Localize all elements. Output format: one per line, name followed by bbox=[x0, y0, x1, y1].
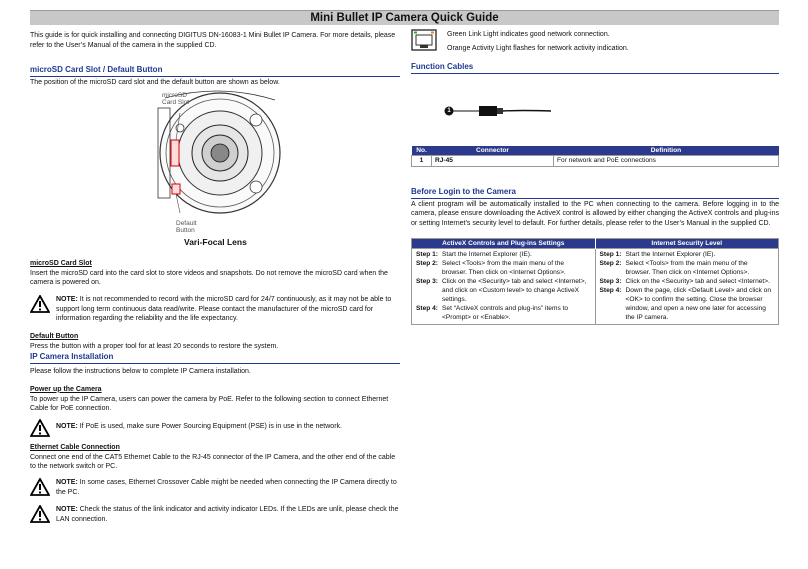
cable-callout-number: 1 bbox=[447, 108, 451, 115]
installation-heading: IP Camera Installation bbox=[30, 351, 400, 364]
power-heading: Power up the Camera bbox=[30, 385, 102, 393]
intro-text: This guide is for quick installing and connecting DIGITUS DN-16083-1 Mini Bullet IP Camera. For more details, please refer to the User’s Manual of the camera in the supplied CD. bbox=[30, 32, 396, 49]
table-row bbox=[412, 156, 779, 166]
warning-icon bbox=[30, 505, 50, 523]
camera-figure bbox=[30, 88, 400, 246]
note-label: NOTE: bbox=[56, 422, 78, 430]
list-item: Step 3: Click on the <Security> tab and select <Internet>, and click on <Custom level> to change ActiveX settings. bbox=[416, 277, 587, 304]
function-cables-heading: Function Cables bbox=[411, 61, 779, 74]
list-item: Step 4: Set “ActiveX controls and plug-ins” items to <Prompt> or <Enable>. bbox=[416, 305, 569, 322]
default-button-label: Default Button bbox=[176, 220, 197, 235]
list-item: Step 2: Select <Tools> from the main menu of the browser. Then click on <Internet Options>. bbox=[599, 259, 750, 276]
power-text: To power up the IP Camera, users can power the camera by PoE. Refer to the following section to connect Ethernet Cable for PoE connection. bbox=[30, 395, 389, 413]
col-header-definition: Definition bbox=[554, 146, 779, 156]
warning-icon bbox=[30, 295, 50, 313]
activex-column-header: ActiveX Controls and Plug-ins Settings bbox=[412, 238, 596, 248]
col-header-no: No. bbox=[412, 146, 432, 156]
green-led-text: Green Link Light indicates good network connection. bbox=[447, 31, 610, 38]
power-note bbox=[30, 419, 400, 437]
microsd-slot-text: Insert the microSD card into the card slot to store videos and snapshots. Do not remove the microSD card when the camera is powered on. bbox=[30, 269, 388, 287]
security-steps bbox=[598, 250, 777, 323]
cable-figure bbox=[411, 74, 779, 146]
led-note bbox=[30, 505, 400, 524]
rj45-port-icon bbox=[411, 29, 437, 51]
cable-heading: Ethernet Cable Connection bbox=[30, 443, 120, 451]
microsd-note-text: It is not recommended to record with the microSD card for 24/7 continuously, as it may not be able to support long term continuous data read/write. Please contact the manufacturer of the microSD card for information regarding the reliability and the life expectancy. bbox=[56, 295, 392, 323]
before-login-heading: Before Login to the Camera bbox=[411, 186, 779, 199]
activex-steps bbox=[414, 250, 593, 323]
cell-connector: RJ-45 bbox=[432, 156, 554, 166]
col-header-connector: Connector bbox=[432, 146, 554, 156]
cell-no: 1 bbox=[412, 156, 432, 166]
activex-steps-cell bbox=[412, 248, 596, 325]
default-button-heading: Default Button bbox=[30, 332, 79, 340]
title-bar bbox=[30, 10, 779, 25]
list-item: Step 1: Start the Internet Explorer (IE). bbox=[416, 250, 532, 258]
security-column-header: Internet Security Level bbox=[595, 238, 779, 248]
list-item: Step 3: Click on the <Security> tab and select <Internet>. bbox=[599, 277, 770, 285]
microsd-section-heading: microSD Card Slot / Default Button bbox=[30, 64, 400, 77]
default-button-text: Press the button with a proper tool for at least 20 seconds to restore the system. bbox=[30, 342, 279, 350]
figure-caption: Vari-Focal Lens bbox=[184, 237, 247, 247]
right-column bbox=[411, 29, 779, 325]
note-label: NOTE: bbox=[56, 295, 78, 303]
crossover-note bbox=[30, 478, 400, 497]
security-steps-cell bbox=[595, 248, 779, 325]
cell-definition: For network and PoE connections bbox=[554, 156, 779, 166]
settings-table bbox=[411, 238, 779, 326]
microsd-desc: The position of the microSD card slot and the default button are shown as below. bbox=[30, 79, 280, 87]
function-cables-table bbox=[411, 146, 779, 166]
microsd-slot-label: microSD Card Slot bbox=[162, 92, 190, 107]
microsd-slot-heading: microSD Card Slot bbox=[30, 260, 92, 267]
list-item: Step 4: Down the page, click <Default Level> and click on <OK> to confirm the setting. Close the browser window, and open a new one later for accessing the IP camera. bbox=[599, 287, 772, 322]
power-note-text: If PoE is used, make sure Power Sourcing Equipment (PSE) is in use in the network. bbox=[79, 422, 342, 430]
note-label: NOTE: bbox=[56, 478, 78, 486]
list-item: Step 1: Start the Internet Explorer (IE). bbox=[599, 250, 716, 258]
cable-illustration bbox=[411, 74, 779, 146]
list-item: Step 2: Select <Tools> from the main menu of the browser. Then click on <Internet Options>. bbox=[416, 259, 566, 276]
page-title: Mini Bullet IP Camera Quick Guide bbox=[310, 12, 499, 24]
warning-icon bbox=[30, 419, 50, 437]
orange-led-text: Orange Activity Light flashes for network activity indication. bbox=[447, 44, 629, 52]
led-block bbox=[411, 29, 779, 53]
camera-illustration bbox=[30, 88, 400, 246]
warning-icon bbox=[30, 478, 50, 496]
before-login-text: A client program will be automatically installed to the PC when connecting to the camera. Before logging in to the camera, please ensure downloading the ActiveX control is allowed by either changing the ActiveX controls and plug-ins or setting Internet’s security level to default. For further details, please refer to the User’s Manual in the supplied CD. bbox=[411, 200, 779, 227]
note-label: NOTE: bbox=[56, 506, 78, 514]
microsd-note bbox=[30, 295, 400, 324]
crossover-note-text: In some cases, Ethernet Crossover Cable might be needed when connecting the IP Camera directly to the PC. bbox=[56, 478, 397, 496]
installation-desc: Please follow the instructions below to complete IP Camera installation. bbox=[30, 368, 251, 376]
led-note-text: Check the status of the link indicator and activity indicator LEDs. If the LEDs are unlit, please check the LAN connection. bbox=[56, 506, 399, 523]
cable-text: Connect one end of the CAT5 Ethernet Cable to the RJ-45 connector of the IP Camera, and the other end of the cable to the network switch or PC. bbox=[30, 453, 396, 471]
left-column bbox=[30, 29, 400, 525]
